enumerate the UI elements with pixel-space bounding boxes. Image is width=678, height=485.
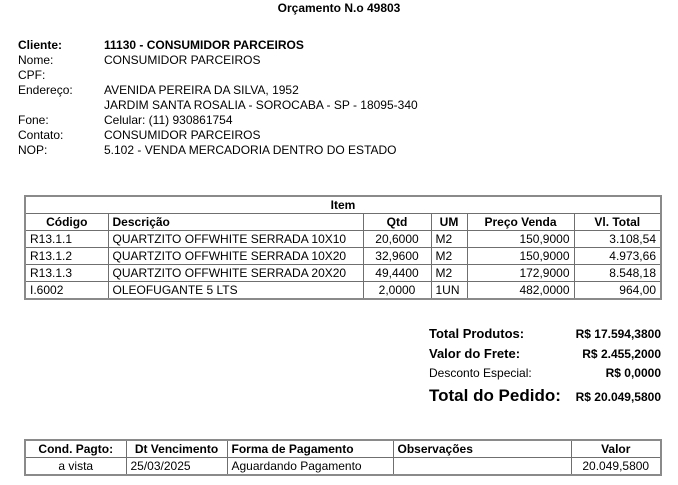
table-row [25, 248, 661, 265]
cell-preco-venda: 172,9000 [467, 265, 574, 282]
cell-vl-total: 3.108,54 [574, 231, 661, 248]
valor-frete-value: R$ 2.455,2000 [582, 347, 661, 361]
cell-codigo: R13.1.2 [25, 248, 108, 265]
items-header-row [25, 214, 661, 231]
endereco-2-label [18, 98, 104, 113]
client-row-endereco-2 [18, 98, 418, 113]
cell-qtd: 49,4400 [363, 265, 431, 282]
cell-descricao: QUARTZITO OFFWHITE SERRADA 10X10 [108, 231, 363, 248]
cell-observacoes [393, 458, 571, 476]
cell-valor: 20.049,5800 [571, 458, 661, 476]
total-pedido-label: Total do Pedido: [429, 386, 561, 405]
total-pedido-row [429, 386, 661, 408]
client-row-endereco [18, 83, 418, 98]
contato-label: Contato: [18, 128, 64, 142]
contato-value: CONSUMIDOR PARCEIROS [104, 128, 261, 142]
client-info [18, 38, 418, 158]
fone-label: Fone: [18, 113, 49, 127]
col-observacoes: Observações [393, 440, 571, 458]
cell-descricao: OLEOFUGANTE 5 LTS [108, 282, 363, 300]
col-valor: Valor [571, 440, 661, 458]
col-descricao: Descrição [108, 214, 363, 231]
cliente-value: 11130 - CONSUMIDOR PARCEIROS [104, 38, 304, 52]
table-row [25, 265, 661, 282]
col-forma-pagamento: Forma de Pagamento [227, 440, 393, 458]
cell-preco-venda: 482,0000 [467, 282, 574, 300]
client-row-nome [18, 53, 418, 68]
col-preco-venda: Preço Venda [467, 214, 574, 231]
table-row [25, 458, 661, 476]
col-vl-total: Vl. Total [574, 214, 661, 231]
desconto-row [429, 366, 661, 386]
cell-preco-venda: 150,9000 [467, 248, 574, 265]
client-row-nop [18, 143, 418, 158]
table-row [25, 231, 661, 248]
cell-um: 1UN [431, 282, 467, 300]
cell-cond-pagto: a vista [25, 458, 126, 476]
cell-forma-pagamento: Aguardando Pagamento [227, 458, 393, 476]
items-group-header: Item [25, 196, 661, 214]
col-dt-vencimento: Dt Vencimento [126, 440, 227, 458]
cell-dt-vencimento: 25/03/2025 [126, 458, 227, 476]
cliente-label: Cliente: [18, 38, 63, 52]
col-qtd: Qtd [363, 214, 431, 231]
cell-descricao: QUARTZITO OFFWHITE SERRADA 20X20 [108, 265, 363, 282]
cell-vl-total: 8.548,18 [574, 265, 661, 282]
nop-value: 5.102 - VENDA MERCADORIA DENTRO DO ESTADO [104, 143, 397, 157]
cell-codigo: I.6002 [25, 282, 108, 300]
payment-header-row [25, 440, 661, 458]
cpf-label: CPF: [18, 68, 46, 82]
totals-block [429, 326, 661, 408]
nop-label: NOP: [18, 143, 48, 157]
nome-label: Nome: [18, 53, 54, 67]
cell-qtd: 20,6000 [363, 231, 431, 248]
desconto-label: Desconto Especial: [429, 366, 532, 380]
cell-vl-total: 4.973,66 [574, 248, 661, 265]
valor-frete-label: Valor do Frete: [429, 346, 521, 361]
nome-value: CONSUMIDOR PARCEIROS [104, 53, 261, 67]
page-title: Orçamento N.o 49803 [277, 1, 401, 15]
cell-codigo: R13.1.1 [25, 231, 108, 248]
items-group-header-row [25, 196, 661, 214]
table-row [25, 282, 661, 300]
col-cond-pagto: Cond. Pagto: [25, 440, 126, 458]
cell-um: M2 [431, 231, 467, 248]
client-row-cpf [18, 68, 418, 83]
cell-preco-venda: 150,9000 [467, 231, 574, 248]
cell-codigo: R13.1.3 [25, 265, 108, 282]
endereco-2-value: JARDIM SANTA ROSALIA - SOROCABA - SP - 18095-340 [104, 98, 418, 112]
endereco-label: Endereço: [18, 83, 73, 97]
cell-qtd: 32,9600 [363, 248, 431, 265]
total-pedido-value: R$ 20.049,5800 [575, 390, 661, 404]
total-produtos-row [429, 326, 661, 346]
col-um: UM [431, 214, 467, 231]
items-table [24, 195, 662, 300]
cell-um: M2 [431, 265, 467, 282]
endereco-value: AVENIDA PEREIRA DA SILVA, 1952 [104, 83, 299, 97]
col-codigo: Código [25, 214, 108, 231]
fone-value: Celular: (11) 930861754 [104, 113, 233, 127]
cell-vl-total: 964,00 [574, 282, 661, 300]
client-row-fone [18, 113, 418, 128]
cell-descricao: QUARTZITO OFFWHITE SERRADA 10X20 [108, 248, 363, 265]
total-produtos-value: R$ 17.594,3800 [575, 327, 661, 341]
payment-table [24, 439, 662, 476]
total-produtos-label: Total Produtos: [429, 326, 525, 341]
desconto-value: R$ 0,0000 [605, 366, 661, 380]
client-row-cliente [18, 38, 418, 53]
valor-frete-row [429, 346, 661, 366]
client-row-contato [18, 128, 418, 143]
cell-um: M2 [431, 248, 467, 265]
cell-qtd: 2,0000 [363, 282, 431, 300]
